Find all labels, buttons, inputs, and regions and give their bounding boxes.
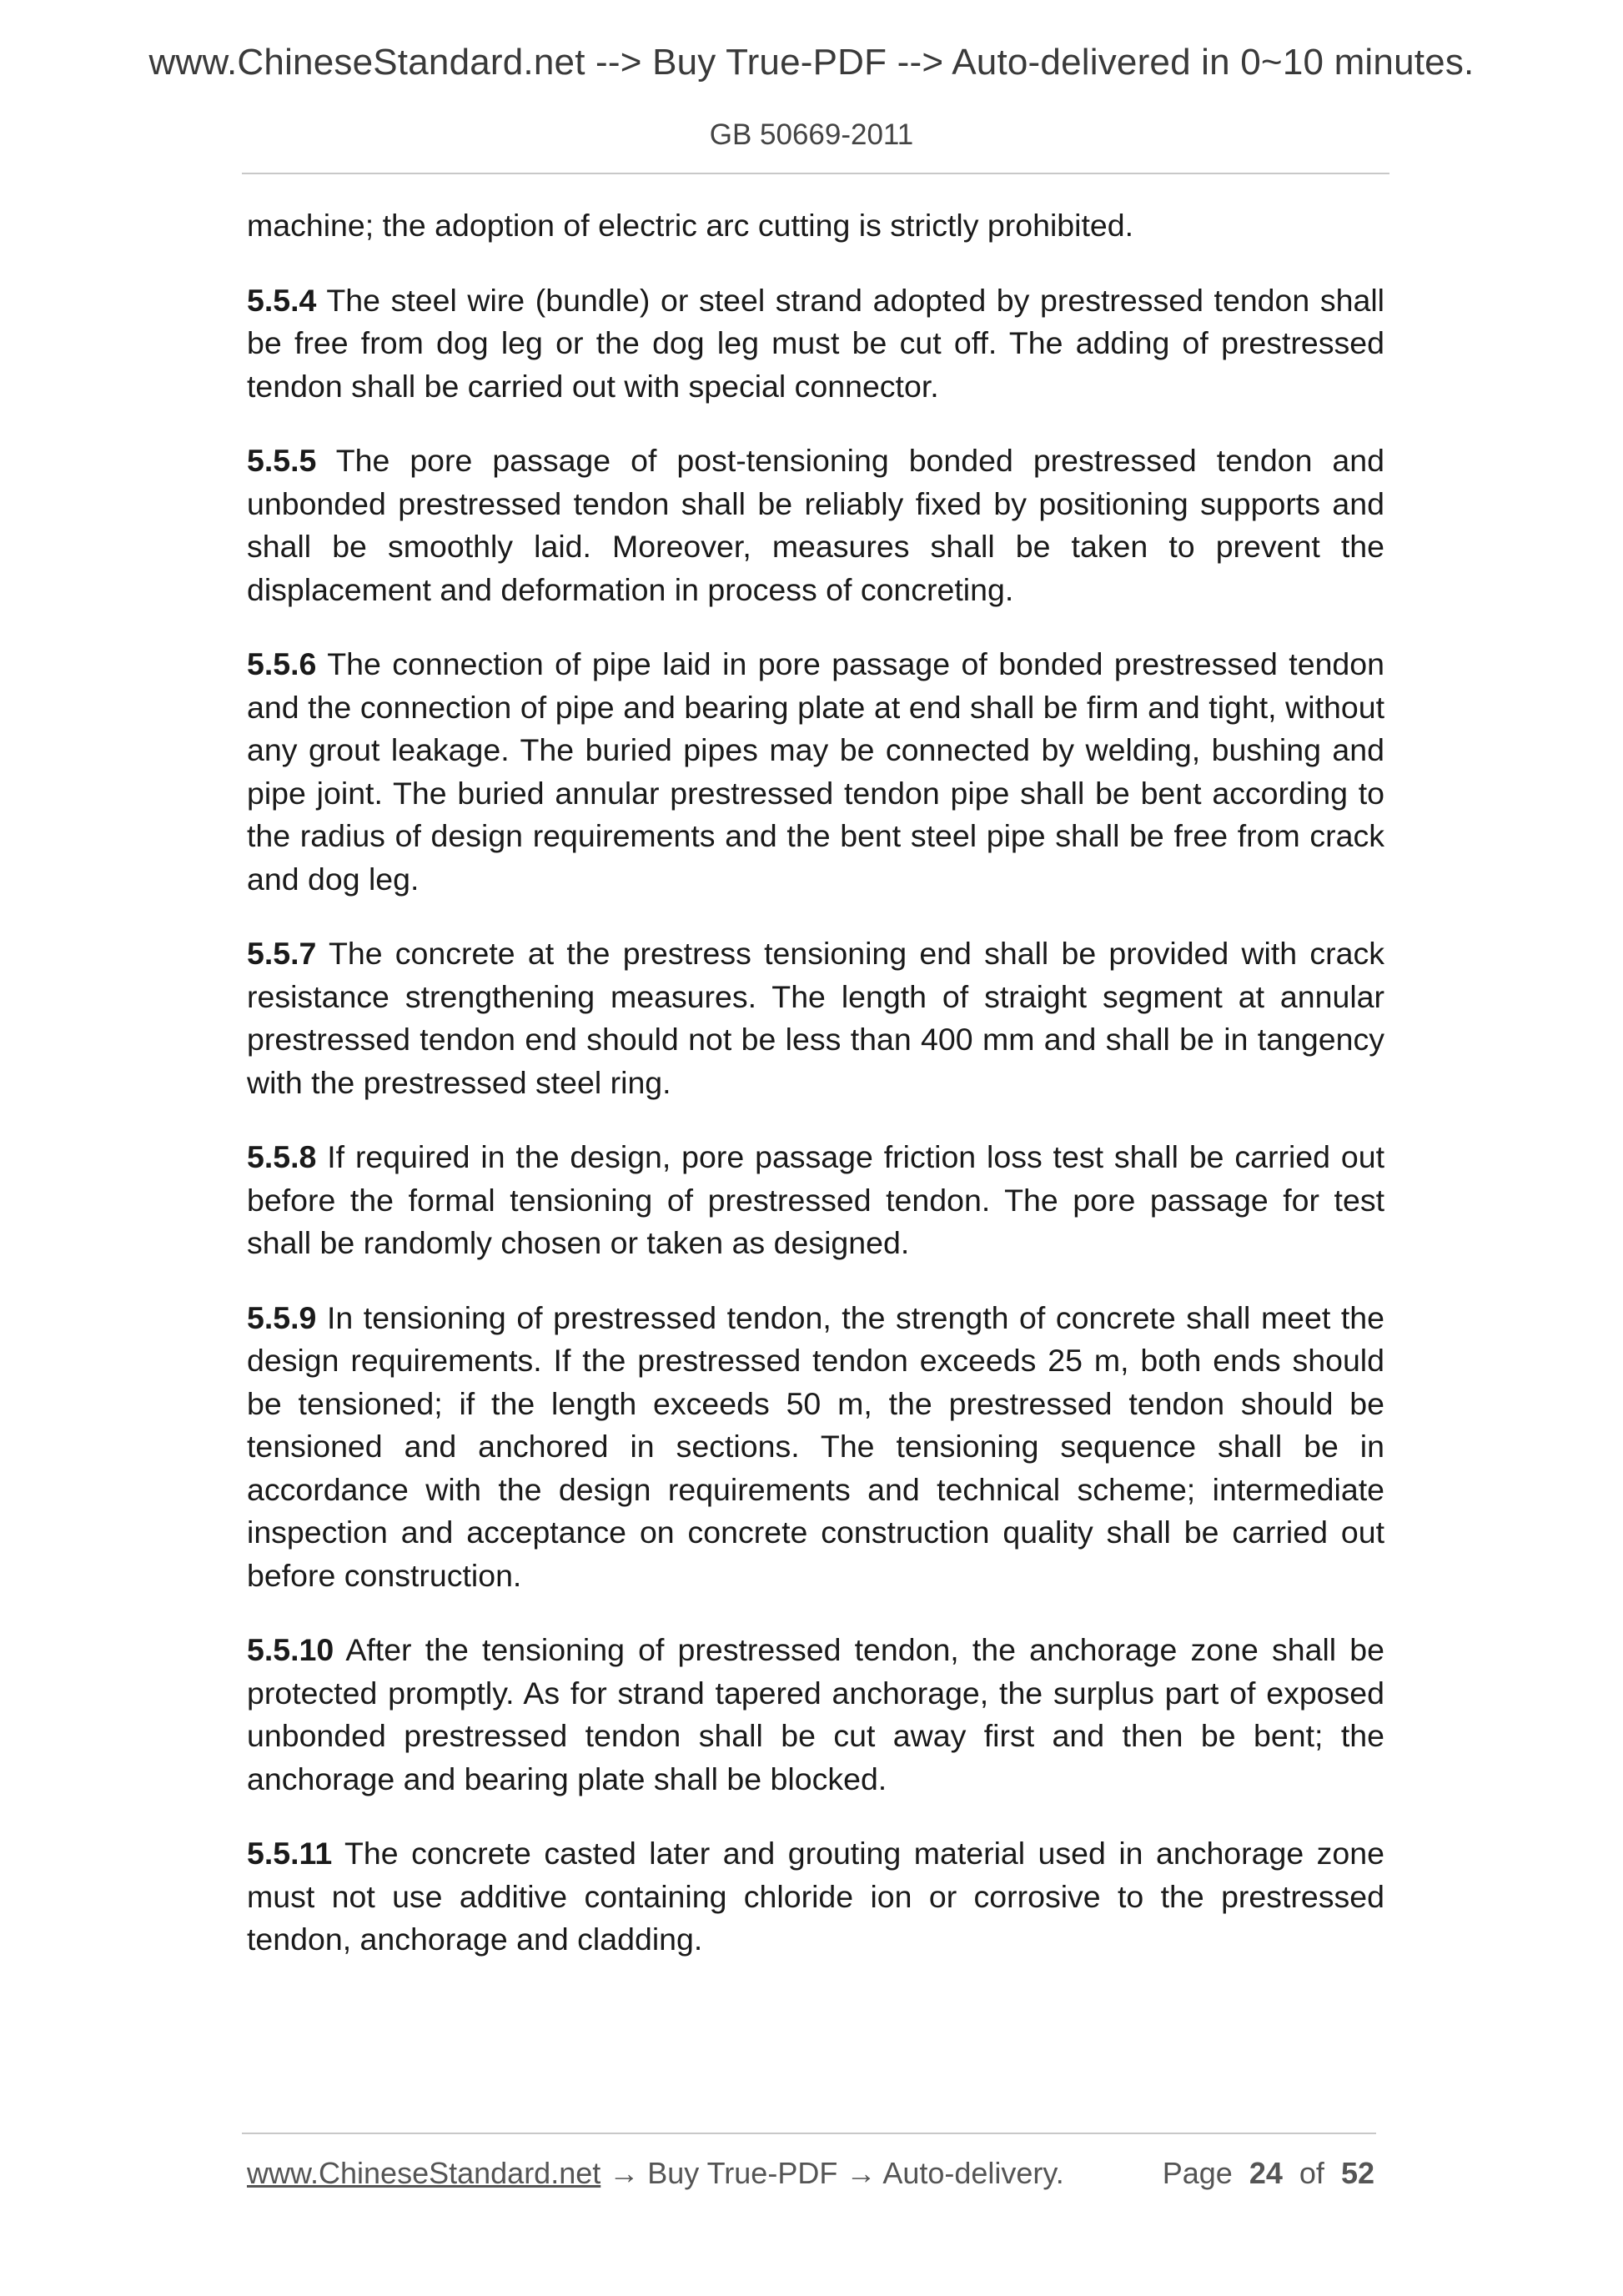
clause-number: 5.5.5 (247, 443, 317, 478)
page-indicator (1163, 2156, 1374, 2191)
footer-site-link[interactable]: www.ChineseStandard.net (247, 2156, 601, 2190)
clause-5-5-9 (247, 1297, 1384, 1598)
clause-text: The concrete at the prestress tensioning end shall be provided with crack resistance strengthening measures. The length of straight segment at annular prestressed tendon end should not be less than 400 mm and shall be in tangency with the prestressed steel ring. (247, 936, 1384, 1100)
clause-text: The steel wire (bundle) or steel strand adopted by prestressed tendon shall be free from dog leg or the dog leg must be cut off. The adding of prestressed tendon shall be carried out with special connector. (247, 282, 1384, 404)
clause-number: 5.5.4 (247, 282, 317, 318)
clause-number: 5.5.7 (247, 936, 317, 971)
clause-5-5-8 (247, 1136, 1384, 1265)
clause-5-5-11 (247, 1832, 1384, 1962)
clause-5-5-6 (247, 643, 1384, 901)
current-page-number: 24 (1249, 2156, 1283, 2190)
footer-promo-text: → Buy True-PDF → Auto-delivery. (600, 2156, 1064, 2190)
document-body (247, 204, 1384, 1993)
clause-5-5-4 (247, 279, 1384, 409)
site-banner: www.ChineseStandard.net --> Buy True-PDF --> Auto-delivered in 0~10 minutes. (148, 42, 1475, 83)
paragraph-continuation (247, 204, 1384, 248)
clause-text: The pore passage of post-tensioning bonded prestressed tendon and unbonded prestressed tendon shall be reliably fixed by positioning supports and shall be smoothly laid. Moreover, measures shall be taken to prevent the displacement and deformation in process of concreting. (247, 443, 1384, 607)
footer-promo (247, 2156, 1064, 2191)
clause-number: 5.5.9 (247, 1299, 317, 1335)
clause-number: 5.5.11 (247, 1836, 333, 1871)
total-page-count: 52 (1340, 2156, 1374, 2190)
header-divider (242, 173, 1389, 174)
clause-text: The connection of pipe laid in pore passage of bonded prestressed tendon and the connection of pipe and bearing plate at end shall be firm and tight, without any grout leakage. The buried pipes may be connected by welding, bushing and pipe joint. The buried annular prestressed tendon pipe shall be bent according to the radius of design requirements and the bent steel pipe shall be free from crack and dog leg. (247, 646, 1384, 897)
page-label: Page (1162, 2156, 1233, 2190)
clause-number: 5.5.10 (247, 1632, 334, 1667)
clause-text: If required in the design, pore passage friction loss test shall be carried out before the formal tensioning of prestressed tendon. The pore passage for test shall be randomly chosen or taken as designed. (247, 1139, 1384, 1260)
clause-text: The concrete casted later and grouting material used in anchorage zone must not use additive containing chloride ion or corrosive to the prestressed tendon, anchorage and cladding. (247, 1836, 1384, 1957)
clause-text: In tensioning of prestressed tendon, the strength of concrete shall meet the design requirements. If the prestressed tendon exceeds 25 m, both ends should be tensioned; if the length exceeds 50 m, the prestressed tendon should be tensioned and anchored in sections. The tensioning sequence shall be in accordance with the design requirements and technical scheme; intermediate inspection and acceptance on concrete construction quality shall be carried out before construction. (247, 1299, 1384, 1593)
paragraph-text: machine; the adoption of electric arc cutting is strictly prohibited. (247, 208, 1134, 243)
clause-5-5-10 (247, 1629, 1384, 1801)
of-label: of (1299, 2156, 1324, 2190)
document-code: GB 50669-2011 (709, 118, 914, 151)
clause-text: After the tensioning of prestressed tendon, the anchorage zone shall be protected promptly. As for strand tapered anchorage, the surplus part of exposed unbonded prestressed tendon shall be cut away first and then be bent; the anchorage and bearing plate shall be blocked. (247, 1632, 1384, 1796)
clause-5-5-5 (247, 440, 1384, 611)
footer-divider (242, 2133, 1376, 2134)
clause-number: 5.5.6 (247, 646, 317, 681)
clause-5-5-7 (247, 932, 1384, 1104)
clause-number: 5.5.8 (247, 1139, 317, 1174)
